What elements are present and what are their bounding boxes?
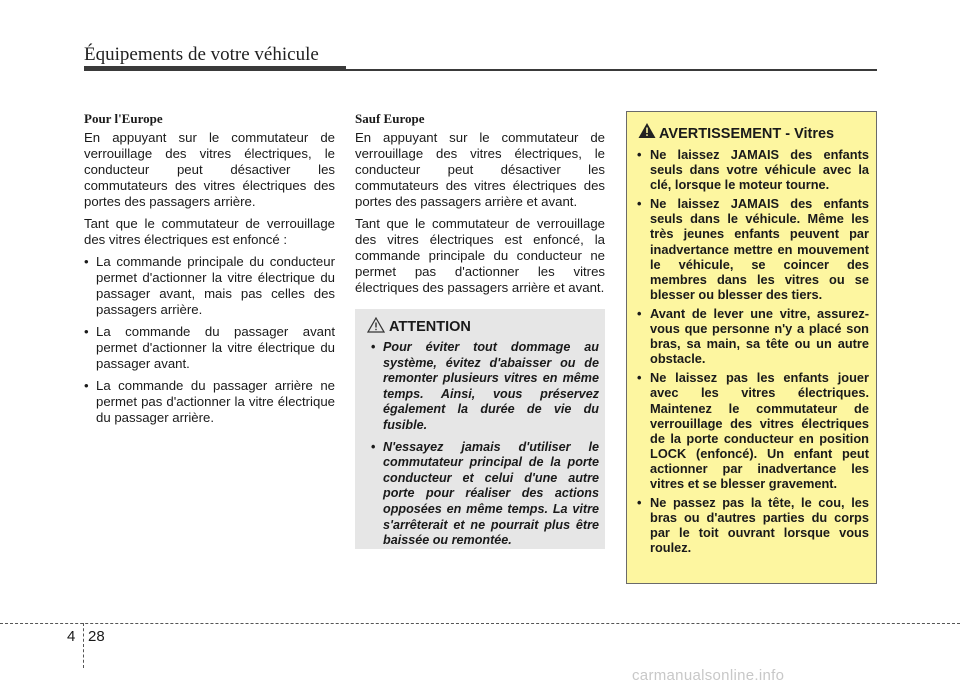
- left-column: [84, 111, 335, 432]
- list-item: • Ne passez pas la tête, le cou, les bras ou d'autres parties du corps par le toit ouvrant lorsque vous roulez.: [637, 495, 869, 555]
- paragraph: Tant que le commutateur de verrouillage des vitres électriques est enfoncé, la commande principale du conducteur ne permet pas d'actionner les vitres électriques des passagers arrière et avant.: [355, 216, 605, 295]
- header-rule-thin: [346, 69, 877, 71]
- chapter-number: 4: [67, 628, 76, 645]
- header-rule-thick: [84, 66, 346, 71]
- attention-list: [371, 340, 599, 555]
- footer-rule: [0, 623, 960, 624]
- list-item: • Ne laissez JAMAIS des enfants seuls dans le véhicule. Même les très jeunes enfants peuvent par inadvertance mettre en mouvement le véhicule, se coincer des membres dans les vitres ou se blesser ou blesser des tiers.: [637, 196, 869, 302]
- warning-box: [626, 111, 877, 584]
- bullet-list: [84, 254, 335, 426]
- paragraph: En appuyant sur le commutateur de verrouillage des vitres électriques, le conducteur peut désactiver les commutateurs des vitres électriques des portes des passagers arrière et avant.: [355, 130, 605, 209]
- list-item: • Avant de lever une vitre, assurez-vous que personne n'y a placé son bras, sa main, sa tête ou un autre obstacle.: [637, 306, 869, 366]
- list-item: • Pour éviter tout dommage au système, évitez d'abaisser ou de remonter plusieurs vitres en même temps. Ainsi, vous préservez également la durée de vie du fusible.: [371, 340, 599, 434]
- warning-triangle-icon: [638, 122, 656, 139]
- list-item: • Ne laissez pas les enfants jouer avec les vitres électriques. Maintenez le commutateur de verrouillage des vitres électriques de la porte conducteur en position LOCK (enfoncé). Un enfant peut actionner par inadvertance les vitres et se blesser gravement.: [637, 370, 869, 491]
- list-item: • La commande du passager avant permet d'actionner la vitre électrique du passager avant.: [84, 324, 335, 372]
- footer-divider: [83, 623, 84, 668]
- middle-column: [355, 111, 605, 302]
- paragraph: Tant que le commutateur de verrouillage des vitres électriques est enfoncé :: [84, 216, 335, 247]
- watermark: carmanualsonline.info: [632, 667, 785, 684]
- list-item: • N'essayez jamais d'utiliser le commutateur principal de la porte conducteur et celui d'une autre porte pour réaliser des actions opposées en même temps. La vitre s'arrêterait et ne pourrait plus être baissée ou remontée.: [371, 440, 599, 549]
- page-header-title: Équipements de votre véhicule: [84, 44, 319, 65]
- caution-triangle-icon: [367, 317, 385, 333]
- paragraph: En appuyant sur le commutateur de verrouillage des vitres électriques, le conducteur peut désactiver les commutateurs des vitres électriques des portes des passagers arrière.: [84, 130, 335, 209]
- section-subheading: Pour l'Europe: [84, 111, 163, 126]
- list-item: • La commande du passager arrière ne permet pas d'actionner la vitre électrique du passager arrière.: [84, 378, 335, 426]
- section-subheading: Sauf Europe: [355, 111, 425, 126]
- warning-title: AVERTISSEMENT - Vitres: [659, 126, 835, 142]
- attention-title: ATTENTION: [389, 319, 471, 335]
- page-number: 28: [88, 628, 105, 645]
- attention-box: [355, 309, 605, 549]
- list-item: • La commande principale du conducteur permet d'actionner la vitre électrique du passager avant, mais pas celles des passagers arrière.: [84, 254, 335, 318]
- list-item: • Ne laissez JAMAIS des enfants seuls dans votre véhicule avec la clé, lorsque le moteur tourne.: [637, 147, 869, 192]
- warning-list: [637, 147, 869, 559]
